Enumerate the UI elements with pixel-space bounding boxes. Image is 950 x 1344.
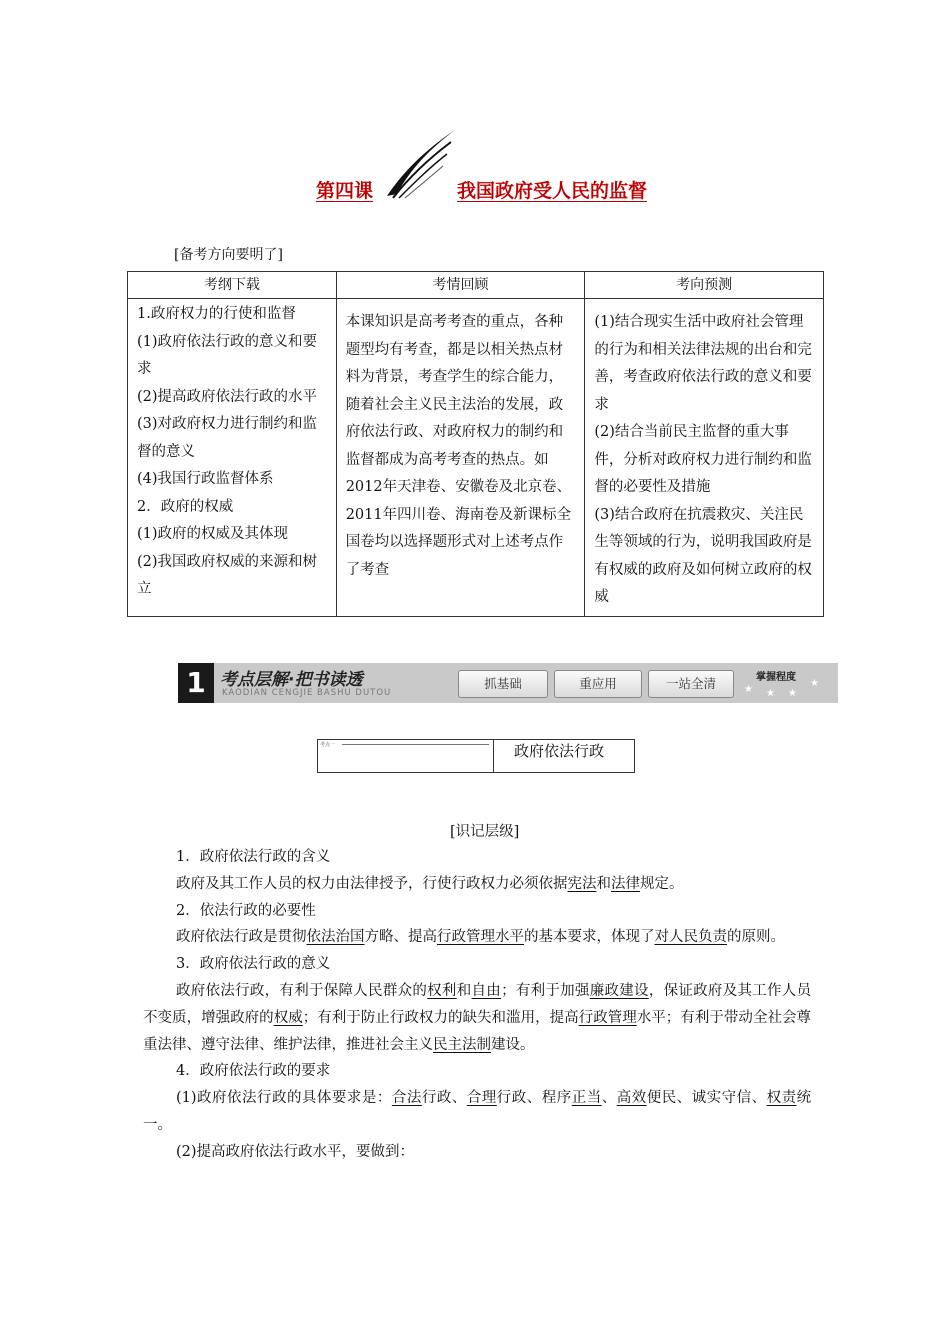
all-clear-button[interactable]: 一站全清 xyxy=(648,670,734,698)
mastery-level xyxy=(740,666,840,702)
section-heading: 1．政府依法行政的含义 xyxy=(176,849,331,865)
section-heading: 3．政府依法行政的意义 xyxy=(176,956,331,973)
grasp-basics-button[interactable]: 抓基础 xyxy=(458,670,548,698)
underlined-keyword: 对人民负责 xyxy=(654,929,727,946)
section-heading: 2．依法行政的必要性 xyxy=(176,902,316,919)
paragraph xyxy=(143,978,811,1058)
forecast-item: (3)结合政府在抗震救灾、关注民生等领域的行为，说明我国政府是有权威的政府及如何树立政府的权威 xyxy=(594,506,812,605)
syllabus-item: (1)政府的权威及其体现 xyxy=(137,526,289,542)
banner-number: 1 xyxy=(178,663,214,703)
text-run: 行政、程序 xyxy=(496,1090,572,1107)
underlined-keyword: 权责 xyxy=(766,1090,797,1107)
syllabus-item: (2)我国政府权威的来源和树立 xyxy=(137,553,318,597)
syllabus-item: (1)政府依法行政的意义和要求 xyxy=(137,333,318,377)
section-label: [备考方向要明了] xyxy=(174,247,283,263)
topic-tag-area xyxy=(318,740,494,772)
text-run: ；有利于防止行政权力的缺失和滥用，提高 xyxy=(302,1009,579,1026)
star-icon: ★ xyxy=(810,678,819,689)
topic-tag: 考点一 xyxy=(320,742,336,748)
underlined-keyword: 权威 xyxy=(273,1009,303,1026)
syllabus-item: 1.政府权力的行使和监督 xyxy=(137,306,296,322)
underlined-keyword: 高效 xyxy=(616,1090,647,1107)
underlined-keyword: 正当 xyxy=(571,1090,602,1107)
lesson-number: 第四课 xyxy=(316,180,374,202)
text-run: 规定。 xyxy=(640,875,684,892)
table-header-row xyxy=(128,272,824,299)
section-heading: 4．政府依法行政的要求 xyxy=(176,1063,331,1080)
underlined-keyword: 自由 xyxy=(471,982,502,999)
paragraph: (2)提高政府依法行政水平，要做到： xyxy=(176,1143,415,1160)
text-run: ；有利于加强 xyxy=(501,982,590,999)
star-icon: ★ xyxy=(788,688,797,699)
table-row xyxy=(128,299,824,617)
table-header-cell: 考纲下载 xyxy=(128,272,337,299)
text-run: 水平；有利于带动全社会尊重法律、遵守法律、维护法律，推进社会主义 xyxy=(143,1009,812,1053)
text-run: 和 xyxy=(596,875,611,892)
underlined-keyword: 合理 xyxy=(466,1090,497,1107)
table-header-cell: 考向预测 xyxy=(585,272,824,299)
section-banner xyxy=(178,663,838,703)
underlined-keyword: 依法治国 xyxy=(306,929,365,946)
text-run: ，保证政府及其工作人员不变质，增强政府的 xyxy=(143,982,812,1026)
underlined-keyword: 行政管理水平 xyxy=(437,929,524,946)
mastery-label: 掌握程度 xyxy=(756,672,796,683)
text-run: 行政、 xyxy=(421,1090,467,1107)
text-run: 便民、诚实守信、 xyxy=(646,1090,767,1107)
syllabus-item: 2．政府的权威 xyxy=(137,498,234,515)
banner-title: 考点层解·把书读透 xyxy=(220,670,363,690)
review-cell: 本课知识是高考考查的重点，各种题型均有考查，都是以相关热点材料为背景，考查学生的综合能力，随着社会主义民主法治的发展，政府依法行政、对政府权力的制约和监督都成为高考考查的热点。如2012年天津卷、安徽卷及北京卷、2011年四川卷、海南卷及新课标全国卷均以选择题形式对上述考点作了考查 xyxy=(336,299,585,617)
syllabus-item: (4)我国行政监督体系 xyxy=(137,471,274,487)
text-run: 政府依法行政，有利于保障人民群众的 xyxy=(176,982,428,999)
paragraph xyxy=(143,924,811,951)
text-run: 政府依法行政是贯彻 xyxy=(176,929,307,946)
swoosh-decoration-icon xyxy=(385,128,457,200)
forecast-cell xyxy=(585,299,824,617)
star-icon: ★ xyxy=(744,684,753,695)
underlined-keyword: 民主法制 xyxy=(433,1036,491,1053)
underlined-keyword: 廉政建设 xyxy=(589,982,649,999)
star-icon: ★ xyxy=(766,688,775,699)
text-run: 方略、提高 xyxy=(364,929,437,946)
lesson-title: 我国政府受人民的监督 xyxy=(457,180,648,202)
text-run: 的基本要求，体现了 xyxy=(524,929,655,946)
paragraph xyxy=(143,871,811,898)
table-header-cell: 考情回顾 xyxy=(336,272,585,299)
lesson-header xyxy=(0,128,950,208)
topic-heading-box xyxy=(317,739,635,773)
exam-overview-table xyxy=(127,271,824,617)
divider xyxy=(342,744,489,745)
text-run: 的原则。 xyxy=(727,929,785,946)
syllabus-cell xyxy=(128,299,337,617)
text-run: 政府及其工作人员的权力由法律授予，行使行政权力必须依据 xyxy=(176,875,568,892)
forecast-item: (1)结合现实生活中政府社会管理的行为和相关法律法规的出台和完善，考查政府依法行政的意义和要求 xyxy=(594,314,812,413)
level-label: [识记层级] xyxy=(450,824,520,840)
underlined-keyword: 行政管理 xyxy=(578,1009,637,1026)
text-run: 和 xyxy=(456,982,472,999)
underlined-keyword: 权利 xyxy=(427,982,457,999)
content-body xyxy=(143,844,811,1166)
text-run: 建设。 xyxy=(491,1036,535,1053)
forecast-item: (2)结合当前民主监督的重大事件，分析对政府权力进行制约和监督的必要性及措施 xyxy=(594,424,812,495)
underlined-keyword: 合法 xyxy=(391,1090,422,1107)
banner-subtitle: KAODIAN CENGJIE BASHU DUTOU xyxy=(222,688,392,698)
syllabus-item: (2)提高政府依法行政的水平 xyxy=(137,388,318,405)
paragraph xyxy=(143,1085,811,1139)
syllabus-item: (3)对政府权力进行制约和监督的意义 xyxy=(137,416,318,460)
text-run: 统一。 xyxy=(143,1090,812,1133)
underlined-keyword: 法律 xyxy=(611,875,640,892)
topic-title: 政府依法行政 xyxy=(514,742,605,760)
text-run: 、 xyxy=(601,1090,617,1107)
apply-button[interactable]: 重应用 xyxy=(554,670,642,698)
text-run: (1)政府依法行政的具体要求是： xyxy=(176,1090,392,1107)
underlined-keyword: 宪法 xyxy=(567,875,597,892)
